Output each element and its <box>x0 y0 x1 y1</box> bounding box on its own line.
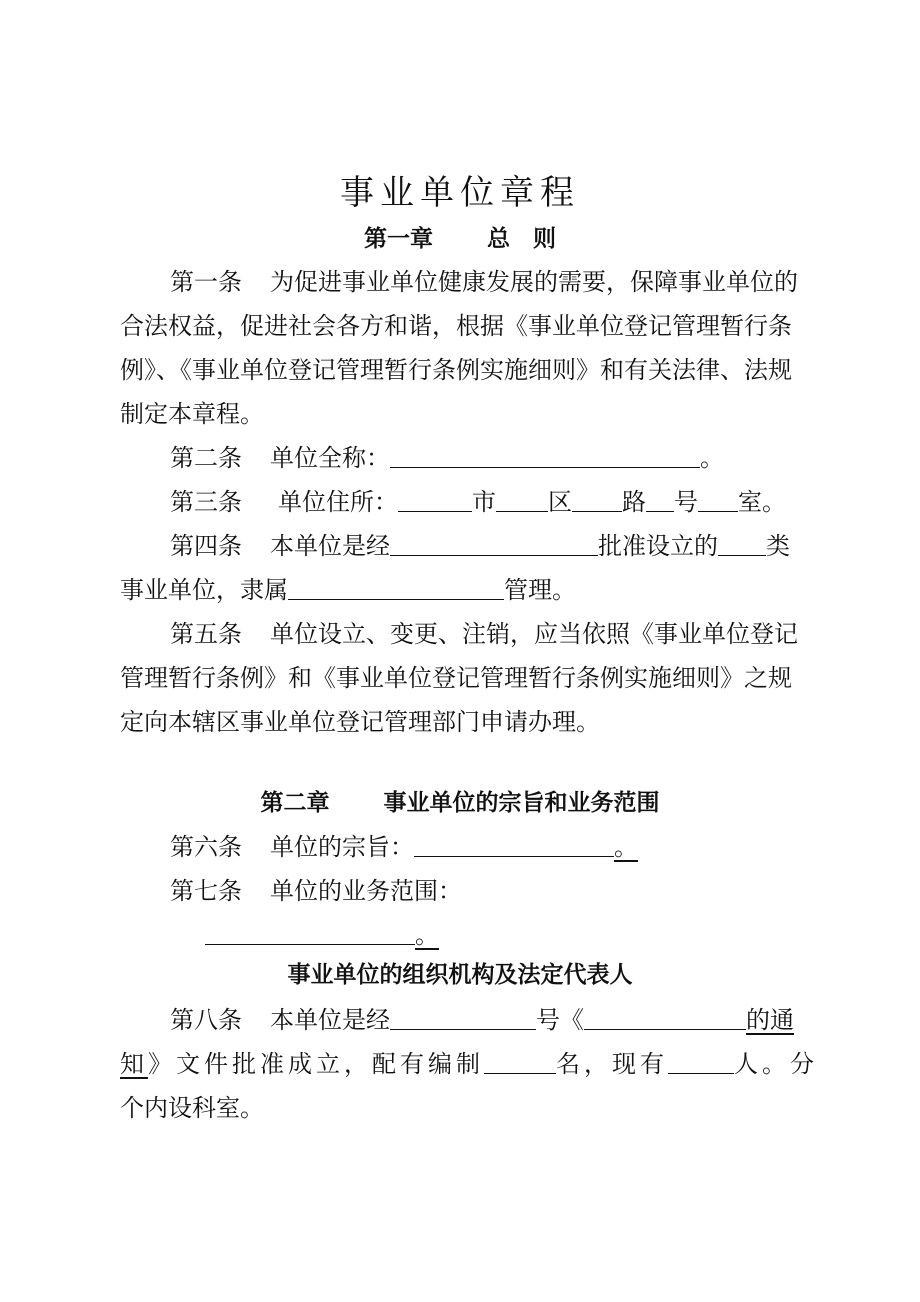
article-8-text-1: 本单位是经 <box>270 1006 390 1034</box>
article-4-label: 第四条 <box>170 532 242 560</box>
article-8-line-1 <box>170 1005 794 1035</box>
article-1-text-1: 为促进事业单位健康发展的需要，保障事业单位的 <box>270 268 798 296</box>
article-8-text-2: 号《 <box>536 1006 584 1034</box>
chapter-3-heading: 事业单位的组织机构及法定代表人 <box>287 962 633 988</box>
article-2 <box>170 443 724 473</box>
article-4-line-1 <box>170 531 790 561</box>
article-1-label: 第一条 <box>170 268 242 296</box>
article-5-line-3: 定向本辖区事业单位登记管理部门申请办理。 <box>120 708 600 736</box>
superior-blank[interactable] <box>288 577 504 600</box>
article-5-line-1 <box>170 619 798 649</box>
purpose-blank[interactable] <box>414 834 614 857</box>
article-8-text-3: 的通 <box>746 1006 794 1034</box>
article-7-end: 。 <box>415 921 439 949</box>
business-scope-line <box>205 920 439 950</box>
article-1-line-4: 制定本章程。 <box>120 400 264 428</box>
road-label: 路 <box>622 488 646 516</box>
room-label: 室。 <box>738 488 786 516</box>
number-blank[interactable] <box>646 489 674 512</box>
notice-title-blank[interactable] <box>584 1007 746 1030</box>
article-8-text-6: 名，现有 <box>556 1050 668 1078</box>
business-scope-blank[interactable] <box>205 922 415 945</box>
article-1-line-2: 合法权益，促进社会各方和谐，根据《事业单位登记管理暂行条 <box>120 312 792 340</box>
chapter-1-name: 总 则 <box>487 226 556 252</box>
article-4-line-2 <box>120 575 576 605</box>
article-7-label: 第七条 <box>170 877 242 905</box>
article-3-label: 第三条 <box>170 488 242 516</box>
chapter-1-heading <box>0 224 920 254</box>
article-6 <box>170 832 638 862</box>
article-4-text-5: 管理。 <box>504 576 576 604</box>
city-blank[interactable] <box>398 489 472 512</box>
article-6-end: 。 <box>614 833 638 861</box>
road-blank[interactable] <box>572 489 622 512</box>
article-8-text-7: 人。分 <box>734 1050 818 1078</box>
article-1-line-3: 例》、《事业单位登记管理暂行条例实施细则》和有关法律、法规 <box>120 356 792 384</box>
article-8-line-2 <box>120 1049 818 1079</box>
article-7 <box>170 876 462 906</box>
chapter-1-label: 第一章 <box>364 226 433 252</box>
article-2-text: 单位全称： <box>270 444 390 472</box>
room-blank[interactable] <box>698 489 738 512</box>
article-8-text-5: 》文件批准成立，配有编制 <box>148 1050 484 1078</box>
article-4-text-2: 批准设立的 <box>598 532 718 560</box>
article-7-text: 单位的业务范围： <box>270 877 462 905</box>
article-1-line-1 <box>170 267 798 297</box>
article-5-label: 第五条 <box>170 620 242 648</box>
article-4-text-3: 类 <box>766 532 790 560</box>
full-name-blank[interactable] <box>390 445 700 468</box>
chapter-2-heading <box>0 788 920 818</box>
article-4-text-1: 本单位是经 <box>270 532 390 560</box>
article-5-text-1: 单位设立、变更、注销，应当依照《事业单位登记 <box>270 620 798 648</box>
document-title: 事业单位章程 <box>340 173 580 213</box>
staff-quota-blank[interactable] <box>484 1051 556 1074</box>
article-3 <box>170 487 786 517</box>
article-6-label: 第六条 <box>170 833 242 861</box>
city-label: 市 <box>472 488 496 516</box>
article-4-text-4: 事业单位，隶属 <box>120 576 288 604</box>
district-blank[interactable] <box>496 489 548 512</box>
chapter-2-name: 事业单位的宗旨和业务范围 <box>383 790 660 816</box>
chapter-2-label: 第二章 <box>260 790 330 816</box>
approver-blank[interactable] <box>390 533 598 556</box>
article-5-line-2: 管理暂行条例》和《事业单位登记管理暂行条例实施细则》之规 <box>120 664 792 692</box>
article-3-text: 单位住所： <box>278 488 398 516</box>
district-label: 区 <box>548 488 572 516</box>
article-8-text-4: 知 <box>120 1050 148 1078</box>
article-8-line-3: 个内设科室。 <box>120 1094 264 1122</box>
number-label: 号 <box>674 488 698 516</box>
article-2-label: 第二条 <box>170 444 242 472</box>
current-staff-blank[interactable] <box>668 1051 734 1074</box>
article-2-end: 。 <box>700 444 724 472</box>
category-blank[interactable] <box>718 533 766 556</box>
article-6-text: 单位的宗旨： <box>270 833 414 861</box>
article-8-label: 第八条 <box>170 1006 242 1034</box>
document-number-blank[interactable] <box>390 1007 536 1030</box>
